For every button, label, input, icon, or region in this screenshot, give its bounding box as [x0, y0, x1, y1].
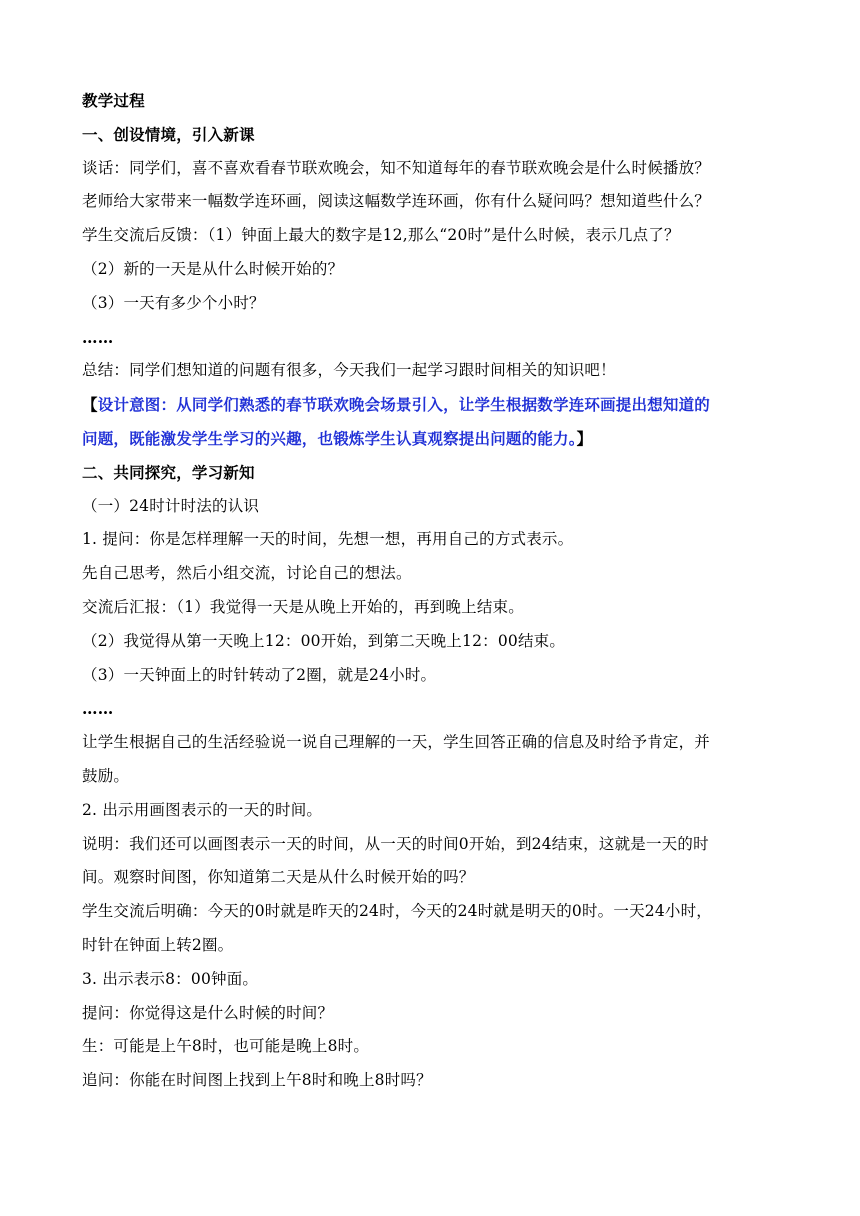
paragraph-13: 追问：你能在时间图上找到上午8时和晚上8时吗？	[82, 1071, 432, 1090]
paragraph-1: 1. 提问：你是怎样理解一天的时间，先想一想，再用自己的方式表示。	[82, 530, 574, 549]
paragraph-summary: 总结：同学们想知道的问题有很多，今天我们一起学习跟时间相关的知识吧！	[82, 361, 616, 380]
section2-heading: 二、共同探究，学习新知	[82, 462, 255, 482]
paragraph-feedback: 学生交流后反馈：（1）钟面上最大的数字是12,那么“20时”是什么时候，表示几点了？	[82, 226, 680, 245]
paragraph-6-line-1: 让学生根据自己的生活经验说一说自己理解的一天，学生回答正确的信息及时给予肯定，并	[82, 733, 711, 752]
design-close-bracket: 】	[576, 428, 593, 448]
paragraph-8-line-2: 间。观察时间图，你知道第二天是从什么时候开始的吗？	[82, 868, 475, 887]
paragraph-7: 2. 出示用画图表示的一天的时间。	[82, 800, 323, 819]
question-3: （3）一天有多少个小时？	[82, 293, 265, 312]
paragraph-5: （3）一天钟面上的时针转动了2圈，就是24小时。	[82, 665, 437, 684]
doc-title: 教学过程	[82, 91, 145, 110]
paragraph-2: 先自己思考，然后小组交流，讨论自己的想法。	[82, 564, 412, 583]
paragraph-12: 生：可能是上午8时，也可能是晚上8时。	[82, 1037, 370, 1056]
paragraph-10: 3. 出示表示8：00钟面。	[82, 969, 259, 988]
paragraph-4: （2）我觉得从第一天晚上12：00开始，到第二天晚上12：00结束。	[82, 631, 566, 650]
paragraph-9-line-2: 时针在钟面上转2圈。	[82, 935, 234, 954]
design-open-bracket: 【	[82, 395, 98, 415]
paragraph-6-line-2: 鼓励。	[82, 766, 130, 785]
paragraph-9-line-1: 学生交流后明确：今天的0时就是昨天的24时，今天的24时就是明天的0时。一天24小时，	[82, 902, 712, 921]
paragraph-8-line-1: 说明：我们还可以画图表示一天的时间，从一天的时间0开始，到24结束，这就是一天的时	[82, 834, 709, 853]
document-page	[82, 84, 782, 1098]
design-intent-text-2: 问题，既能激发学生学习的兴趣，也锻炼学生认真观察提出问题的能力。	[82, 428, 577, 448]
paragraph-talk-2: 老师给大家带来一幅数学连环画，阅读这幅数学连环画，你有什么疑问吗？想知道些什么？	[82, 192, 711, 211]
subsection-1: （一）24时计时法的认识	[82, 496, 260, 515]
ellipsis-2: ……	[82, 699, 114, 719]
section1-heading: 一、创设情境，引入新课	[82, 124, 255, 144]
ellipsis: ……	[82, 327, 114, 347]
question-2: （2）新的一天是从什么时候开始的？	[82, 259, 344, 278]
paragraph-11: 提问：你觉得这是什么时候的时间？	[82, 1003, 334, 1022]
design-intent-line-1	[82, 388, 782, 422]
paragraph-3: 交流后汇报：（1）我觉得一天是从晚上开始的，再到晚上结束。	[82, 597, 524, 616]
paragraph-talk: 谈话：同学们，喜不喜欢看春节联欢晚会，知不知道每年的春节联欢晚会是什么时候播放？	[82, 158, 711, 177]
design-intent-text-1: 设计意图：从同学们熟悉的春节联欢晚会场景引入，让学生根据数学连环画提出想知道的	[97, 395, 711, 415]
design-intent-line-2	[82, 422, 782, 456]
